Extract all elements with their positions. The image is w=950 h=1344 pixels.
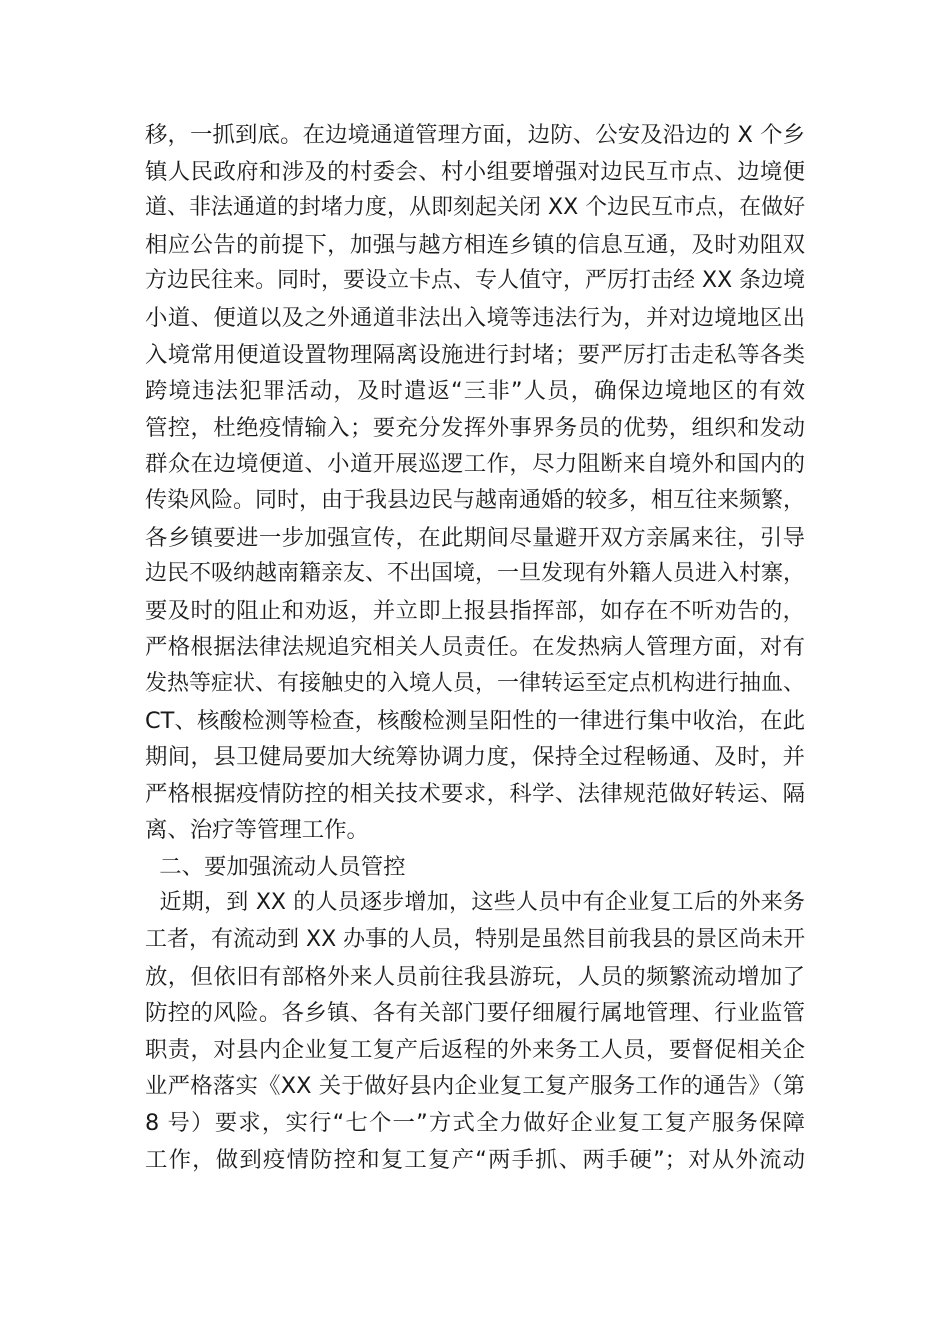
- text-line: 移，一抓到底。在边境通道管理方面，边防、公安及沿边的 X 个乡: [145, 122, 805, 148]
- text-line: 工作，做到疫情防控和复工复产“两手抓、两手硬”；对从外流动: [145, 1146, 805, 1173]
- text-line: 入境常用便道设置物理隔离设施进行封堵；要严厉打击走私等各类: [145, 341, 805, 368]
- text-line: 职责，对县内企业复工复产后返程的外来务工人员，要督促相关企: [145, 1036, 805, 1063]
- document-body: [145, 117, 805, 1178]
- text-line: 道、非法通道的封堵力度，从即刻起关闭 XX 个边民互市点，在做好: [145, 195, 806, 221]
- text-line: 工者，有流动到 XX 办事的人员，特别是虽然目前我县的景区尚未开: [145, 927, 806, 953]
- text-line: 放，但依旧有部格外来人员前往我县游玩，人员的频繁流动增加了: [145, 963, 805, 990]
- paragraph-last-line: 离、治疗等管理工作。: [145, 817, 369, 844]
- text-line: 8 号）要求，实行“七个一”方式全力做好企业复工复产服务保障: [145, 1110, 805, 1137]
- text-line: 要及时的阻止和劝返，并立即上报县指挥部，如存在不听劝告的，: [145, 597, 805, 624]
- section-heading: 二、要加强流动人员管控: [145, 853, 406, 880]
- text-line: 相应公告的前提下，加强与越方相连乡镇的信息互通，及时劝阻双: [145, 231, 805, 258]
- text-line: 边民不吸纳越南籍亲友、不出国境，一旦发现有外籍人员进入村寨，: [145, 561, 806, 587]
- text-line: 期间，县卫健局要加大统筹协调力度，保持全过程畅通、及时，并: [145, 744, 805, 771]
- text-line: 方边民往来。同时，要设立卡点、专人值守，严厉打击经 XX 条边境: [145, 268, 806, 294]
- text-line: CT、核酸检测等检查，核酸检测呈阳性的一律进行集中收治，在此: [145, 707, 805, 734]
- text-line: 防控的风险。各乡镇、各有关部门要仔细履行属地管理、行业监管: [145, 1000, 805, 1027]
- text-line: 发热等症状、有接触史的入境人员，一律转运至定点机构进行抽血、: [145, 670, 806, 696]
- text-line: 镇人民政府和涉及的村委会、村小组要增强对边民互市点、边境便: [145, 158, 805, 185]
- text-line: 严格根据疫情防控的相关技术要求，科学、法律规范做好转运、隔: [145, 780, 805, 807]
- text-line: 业严格落实《XX 关于做好县内企业复工复产服务工作的通告》（第: [145, 1073, 805, 1100]
- text-line: 小道、便道以及之外通道非法出入境等违法行为，并对边境地区出: [145, 304, 805, 331]
- text-line: 近期，到 XX 的人员逐步增加，这些人员中有企业复工后的外来务: [145, 890, 805, 916]
- text-line: 严格根据法律法规追究相关人员责任。在发热病人管理方面，对有: [145, 634, 805, 661]
- text-line: 各乡镇要进一步加强宣传，在此期间尽量避开双方亲属来往，引导: [145, 524, 805, 551]
- text-line: 群众在边境便道、小道开展巡逻工作，尽力阻断来自境外和国内的: [145, 451, 805, 478]
- text-line: 传染风险。同时，由于我县边民与越南通婚的较多，相互往来频繁，: [145, 487, 806, 513]
- text-line: 管控，杜绝疫情输入；要充分发挥外事界务员的优势，组织和发动: [145, 414, 805, 441]
- text-line: 跨境违法犯罪活动，及时遣返“三非”人员，确保边境地区的有效: [145, 378, 805, 405]
